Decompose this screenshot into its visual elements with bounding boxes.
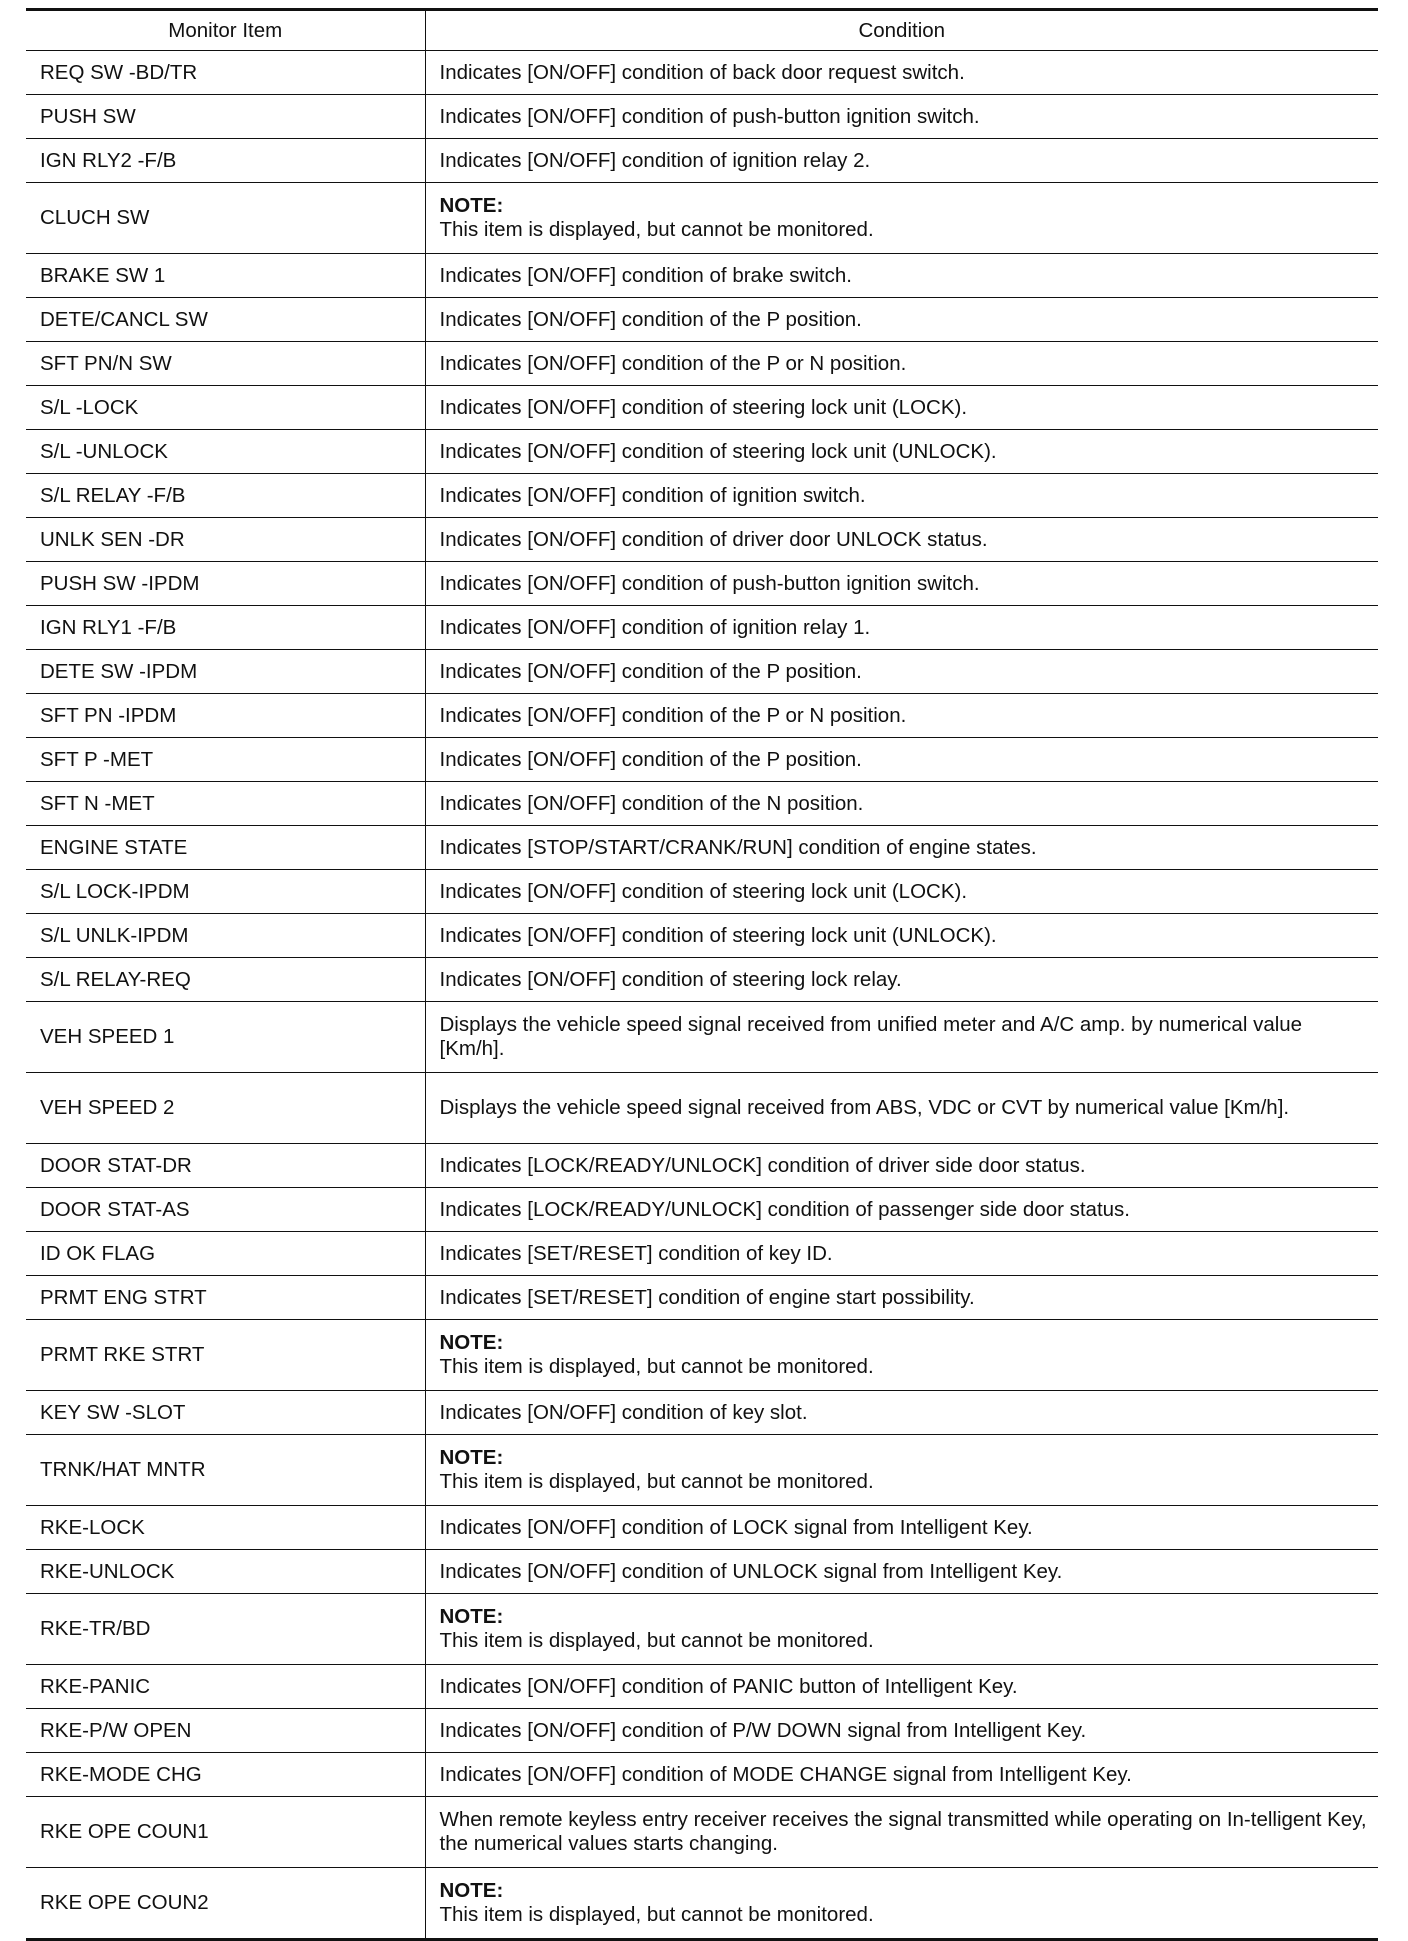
table-row: [26, 958, 1378, 1002]
table-row: [26, 254, 1378, 298]
condition-cell: Indicates [ON/OFF] condition of steering lock relay.: [425, 958, 1378, 1002]
condition-cell: Indicates [ON/OFF] condition of ignition relay 1.: [425, 606, 1378, 650]
monitor-item-cell: VEH SPEED 1: [26, 1002, 425, 1073]
condition-cell: [425, 1594, 1378, 1665]
condition-cell: Indicates [ON/OFF] condition of steering lock unit (UNLOCK).: [425, 430, 1378, 474]
monitor-item-cell: RKE OPE COUN2: [26, 1868, 425, 1940]
monitor-item-cell: SFT PN/N SW: [26, 342, 425, 386]
condition-cell: Displays the vehicle speed signal received from unified meter and A/C amp. by numerical value [Km/h].: [425, 1002, 1378, 1073]
table-row: [26, 386, 1378, 430]
condition-cell: [425, 183, 1378, 254]
note-label: NOTE:: [439, 1879, 504, 1903]
table-row: [26, 1391, 1378, 1435]
table-row: [26, 298, 1378, 342]
monitor-item-cell: SFT PN -IPDM: [26, 694, 425, 738]
table-row: [26, 1709, 1378, 1753]
condition-cell: Indicates [STOP/START/CRANK/RUN] condition of engine states.: [425, 826, 1378, 870]
table-row: [26, 782, 1378, 826]
monitor-item-cell: VEH SPEED 2: [26, 1073, 425, 1144]
monitor-item-cell: UNLK SEN -DR: [26, 518, 425, 562]
monitor-item-cell: PRMT ENG STRT: [26, 1276, 425, 1320]
condition-cell: Indicates [LOCK/READY/UNLOCK] condition of driver side door status.: [425, 1144, 1378, 1188]
note-label: NOTE:: [439, 1605, 504, 1629]
monitor-item-cell: SFT P -MET: [26, 738, 425, 782]
monitor-item-cell: S/L LOCK-IPDM: [26, 870, 425, 914]
table-row: [26, 1320, 1378, 1391]
condition-cell: Indicates [ON/OFF] condition of the N position.: [425, 782, 1378, 826]
monitor-item-cell: DETE/CANCL SW: [26, 298, 425, 342]
table-row: [26, 1002, 1378, 1073]
monitor-item-cell: REQ SW -BD/TR: [26, 51, 425, 95]
monitor-item-cell: ID OK FLAG: [26, 1232, 425, 1276]
monitor-item-cell: DOOR STAT-AS: [26, 1188, 425, 1232]
monitor-item-cell: RKE-LOCK: [26, 1506, 425, 1550]
condition-cell: Indicates [ON/OFF] condition of brake switch.: [425, 254, 1378, 298]
condition-cell: Indicates [ON/OFF] condition of PANIC button of Intelligent Key.: [425, 1665, 1378, 1709]
condition-cell: [425, 1320, 1378, 1391]
note-text: This item is displayed, but cannot be monitored.: [439, 1903, 874, 1926]
condition-cell: Indicates [SET/RESET] condition of key ID.: [425, 1232, 1378, 1276]
condition-cell: Indicates [ON/OFF] condition of driver door UNLOCK status.: [425, 518, 1378, 562]
condition-cell: Indicates [ON/OFF] condition of the P position.: [425, 650, 1378, 694]
monitor-item-cell: PRMT RKE STRT: [26, 1320, 425, 1391]
table-row: [26, 139, 1378, 183]
monitor-item-cell: RKE OPE COUN1: [26, 1797, 425, 1868]
table-row: [26, 518, 1378, 562]
table-row: [26, 562, 1378, 606]
monitor-item-cell: ENGINE STATE: [26, 826, 425, 870]
condition-cell: Indicates [ON/OFF] condition of ignition switch.: [425, 474, 1378, 518]
table-row: [26, 606, 1378, 650]
table-row: [26, 342, 1378, 386]
monitor-item-cell: S/L -LOCK: [26, 386, 425, 430]
monitor-item-cell: S/L UNLK-IPDM: [26, 914, 425, 958]
monitor-item-cell: S/L RELAY -F/B: [26, 474, 425, 518]
table-row: [26, 826, 1378, 870]
condition-cell: Indicates [ON/OFF] condition of steering lock unit (LOCK).: [425, 870, 1378, 914]
monitor-item-cell: RKE-UNLOCK: [26, 1550, 425, 1594]
note-text: This item is displayed, but cannot be monitored.: [439, 1470, 874, 1493]
table-row: [26, 95, 1378, 139]
monitor-item-cell: PUSH SW: [26, 95, 425, 139]
condition-cell: Indicates [ON/OFF] condition of the P or N position.: [425, 342, 1378, 386]
table-row: [26, 870, 1378, 914]
condition-cell: Indicates [ON/OFF] condition of the P position.: [425, 738, 1378, 782]
table-row: [26, 1435, 1378, 1506]
table-row: [26, 474, 1378, 518]
table-row: [26, 1753, 1378, 1797]
table-row: [26, 183, 1378, 254]
header-condition: Condition: [425, 10, 1378, 51]
table-row: [26, 51, 1378, 95]
monitor-item-cell: IGN RLY2 -F/B: [26, 139, 425, 183]
table-row: [26, 1144, 1378, 1188]
table-row: [26, 1232, 1378, 1276]
condition-cell: Indicates [ON/OFF] condition of back door request switch.: [425, 51, 1378, 95]
condition-cell: [425, 1435, 1378, 1506]
condition-cell: [425, 1868, 1378, 1940]
monitor-item-cell: IGN RLY1 -F/B: [26, 606, 425, 650]
monitor-item-cell: CLUCH SW: [26, 183, 425, 254]
table-row: [26, 1594, 1378, 1665]
note-label: NOTE:: [439, 1446, 504, 1470]
table-row: [26, 738, 1378, 782]
table-row: [26, 1073, 1378, 1144]
table-row: [26, 1550, 1378, 1594]
monitor-item-cell: TRNK/HAT MNTR: [26, 1435, 425, 1506]
table-row: [26, 1276, 1378, 1320]
condition-cell: Indicates [ON/OFF] condition of the P position.: [425, 298, 1378, 342]
condition-cell: Indicates [ON/OFF] condition of key slot.: [425, 1391, 1378, 1435]
table-row: [26, 430, 1378, 474]
condition-cell: Indicates [ON/OFF] condition of P/W DOWN signal from Intelligent Key.: [425, 1709, 1378, 1753]
table-row: [26, 1868, 1378, 1940]
table-row: [26, 1665, 1378, 1709]
table-row: [26, 914, 1378, 958]
table-row: [26, 1188, 1378, 1232]
note-label: NOTE:: [439, 1331, 504, 1355]
monitor-item-cell: RKE-MODE CHG: [26, 1753, 425, 1797]
header-monitor-item: Monitor Item: [26, 10, 425, 51]
condition-cell: Indicates [ON/OFF] condition of LOCK signal from Intelligent Key.: [425, 1506, 1378, 1550]
condition-cell: Displays the vehicle speed signal received from ABS, VDC or CVT by numerical value [Km/h].: [425, 1073, 1378, 1144]
table-row: [26, 650, 1378, 694]
monitor-item-cell: RKE-PANIC: [26, 1665, 425, 1709]
note-label: NOTE:: [439, 194, 504, 218]
note-text: This item is displayed, but cannot be monitored.: [439, 1355, 874, 1378]
condition-cell: Indicates [ON/OFF] condition of steering lock unit (LOCK).: [425, 386, 1378, 430]
condition-cell: Indicates [ON/OFF] condition of push-button ignition switch.: [425, 95, 1378, 139]
condition-cell: Indicates [LOCK/READY/UNLOCK] condition of passenger side door status.: [425, 1188, 1378, 1232]
condition-cell: Indicates [ON/OFF] condition of ignition relay 2.: [425, 139, 1378, 183]
monitor-item-cell: PUSH SW -IPDM: [26, 562, 425, 606]
table-header-row: [26, 10, 1378, 51]
monitor-item-cell: DOOR STAT-DR: [26, 1144, 425, 1188]
monitor-item-cell: RKE-P/W OPEN: [26, 1709, 425, 1753]
table-row: [26, 1506, 1378, 1550]
condition-cell: Indicates [ON/OFF] condition of steering lock unit (UNLOCK).: [425, 914, 1378, 958]
monitor-item-table: [26, 8, 1378, 1941]
monitor-item-cell: KEY SW -SLOT: [26, 1391, 425, 1435]
condition-cell: Indicates [ON/OFF] condition of push-button ignition switch.: [425, 562, 1378, 606]
condition-cell: When remote keyless entry receiver receives the signal transmitted while operating on In-telligent Key, the numerical values starts changing.: [425, 1797, 1378, 1868]
monitor-item-cell: S/L -UNLOCK: [26, 430, 425, 474]
monitor-item-cell: BRAKE SW 1: [26, 254, 425, 298]
condition-cell: Indicates [ON/OFF] condition of MODE CHANGE signal from Intelligent Key.: [425, 1753, 1378, 1797]
table-row: [26, 1797, 1378, 1868]
monitor-item-cell: S/L RELAY-REQ: [26, 958, 425, 1002]
table-row: [26, 694, 1378, 738]
condition-cell: Indicates [ON/OFF] condition of UNLOCK signal from Intelligent Key.: [425, 1550, 1378, 1594]
monitor-item-cell: SFT N -MET: [26, 782, 425, 826]
condition-cell: Indicates [ON/OFF] condition of the P or N position.: [425, 694, 1378, 738]
note-text: This item is displayed, but cannot be monitored.: [439, 1629, 874, 1652]
monitor-item-cell: RKE-TR/BD: [26, 1594, 425, 1665]
monitor-item-cell: DETE SW -IPDM: [26, 650, 425, 694]
condition-cell: Indicates [SET/RESET] condition of engine start possibility.: [425, 1276, 1378, 1320]
note-text: This item is displayed, but cannot be monitored.: [439, 218, 874, 241]
